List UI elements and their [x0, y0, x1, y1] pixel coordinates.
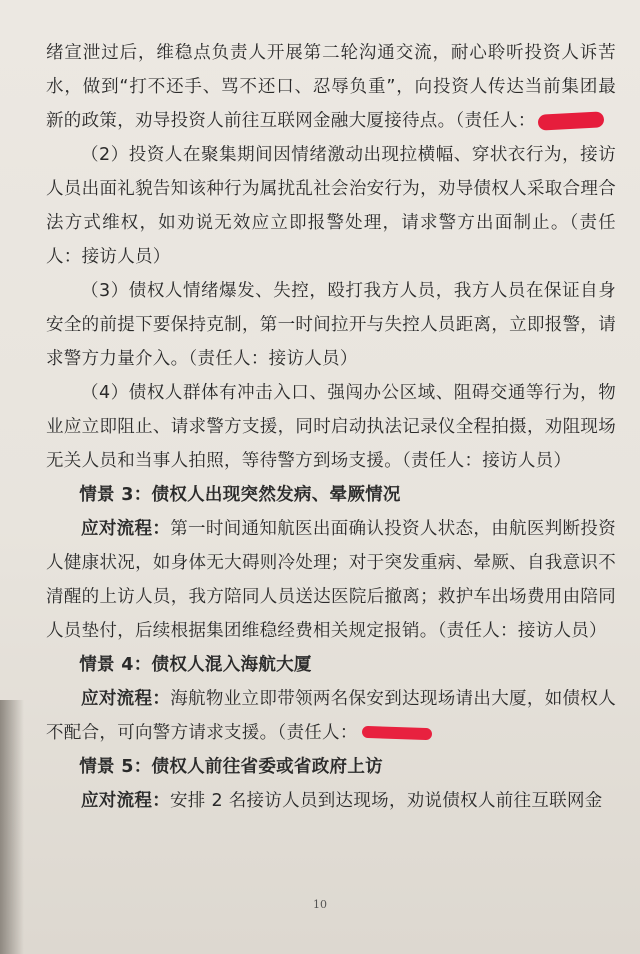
response-label: 应对流程： — [81, 689, 171, 709]
scenario-4-heading: 情景 4：债权人混入海航大厦 — [79, 655, 312, 675]
red-redaction-mark — [537, 111, 604, 130]
page-number: 10 — [313, 898, 327, 911]
red-redaction-mark — [361, 726, 431, 740]
paragraph-item-4: （4）债权人群体有冲击入口、强闯办公区域、阻碍交通等行为，物业应立即阻止、请求警方支援，同时启动执法记录仪全程拍摄，劝阻现场无关人员和当事人拍照，等待警方到场支援。（责任人：接访人员） — [46, 383, 616, 471]
paragraph-item-3: （3）债权人情绪爆发、失控，殴打我方人员，我方人员在保证自身安全的前提下要保持克制，第一时间拉开与失控人员距离，立即报警，请求警方力量介入。（责任人：接访人员） — [46, 281, 616, 369]
response-label: 应对流程： — [81, 519, 171, 539]
response-text: 第一时间通知航医出面确认投资人状态，由航医判断投资人健康状况，如身体无大碍则冷处理；对于突发重病、晕厥、自我意识不清醒的上访人员，我方陪同人员送达医院后撤离；救护车出场费用由陪同人员垫付，后续根据集团维稳经费相关规定报销。（责任人：接访人员） — [46, 519, 617, 641]
scenario-4-response — [46, 682, 616, 750]
paragraph-continuation — [46, 36, 616, 138]
scenario-5-heading: 情景 5：债权人前往省委或省政府上访 — [79, 757, 383, 777]
scenario-3-heading: 情景 3：债权人出现突然发病、晕厥情况 — [79, 485, 401, 505]
scenario-5-response — [46, 784, 616, 818]
paragraph-text: 绪宣泄过后，维稳点负责人开展第二轮沟通交流，耐心聆听投资人诉苦水，做到“打不还手、骂不还口、忍辱负重”，向投资人传达当前集团最新的政策，劝导投资人前往互联网金融大厦接待点。（责任人： — [46, 43, 616, 131]
scenario-3-response — [46, 512, 616, 648]
response-text: 海航物业立即带领两名保安到达现场请出大厦，如债权人不配合，可向警方请求支援。（责任人： — [46, 689, 617, 743]
page-edge-shadow — [0, 700, 24, 954]
paragraph-item-2: （2）投资人在聚集期间因情绪激动出现拉横幅、穿状衣行为，接访人员出面礼貌告知该种行为属扰乱社会治安行为，劝导债权人采取合理合法方式维权，如劝说无效应立即报警处理，请求警方出面制止。（责任人：接访人员） — [46, 145, 616, 267]
document-body — [46, 36, 616, 818]
response-text: 安排 2 名接访人员到达现场，劝说债权人前往互联网金 — [170, 791, 603, 811]
response-label: 应对流程： — [81, 791, 170, 811]
